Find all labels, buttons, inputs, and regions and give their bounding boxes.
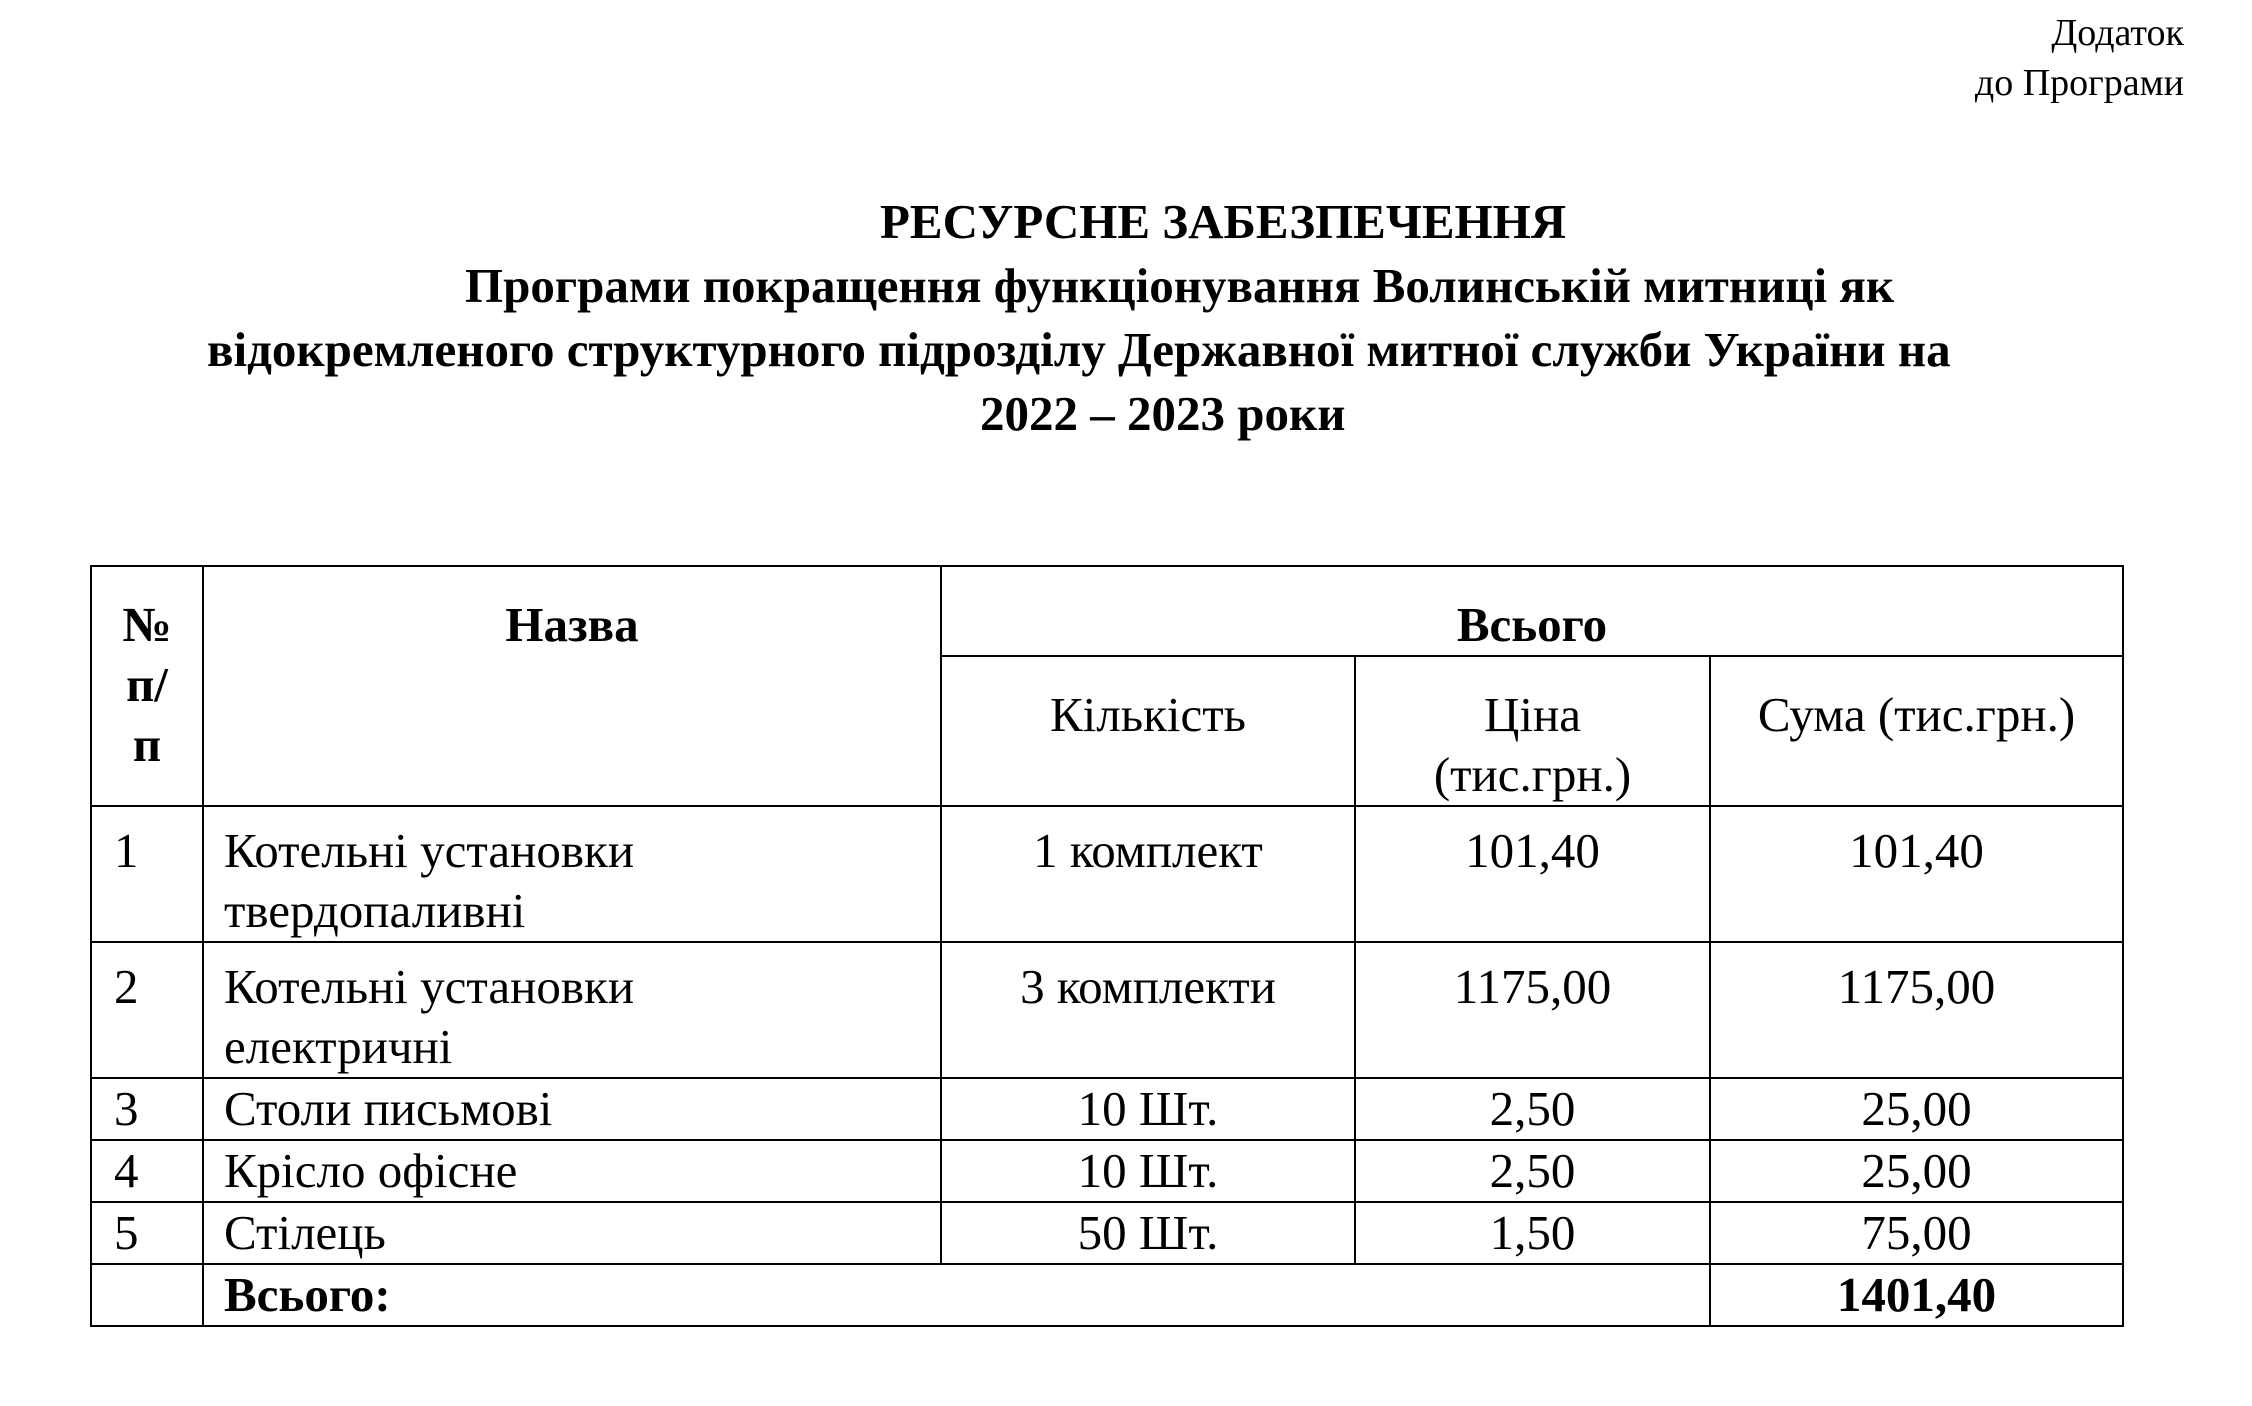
row-name: Котельні установки твердопаливні [203, 806, 941, 942]
row-qty: 10 Шт. [941, 1140, 1355, 1202]
row-num: 3 [91, 1078, 203, 1140]
row-price: 1,50 [1355, 1202, 1710, 1264]
resource-table [90, 565, 2124, 1327]
row-num: 1 [91, 806, 203, 942]
table-row [91, 1140, 2123, 1202]
header-sum: Сума (тис.грн.) [1710, 656, 2123, 806]
row-price: 1175,00 [1355, 942, 1710, 1078]
row-qty: 1 комплект [941, 806, 1355, 942]
total-label: Всього: [203, 1264, 1710, 1326]
header-name: Назва [203, 566, 941, 806]
table-total-row [91, 1264, 2123, 1326]
annex-line-2: до Програми [1974, 62, 2184, 104]
row-sum: 25,00 [1710, 1078, 2123, 1140]
row-qty: 50 Шт. [941, 1202, 1355, 1264]
row-name: Стілець [203, 1202, 941, 1264]
header-total: Всього [941, 566, 2123, 656]
header-qty: Кількість [941, 656, 1355, 806]
table-row [91, 806, 2123, 942]
total-sum: 1401,40 [1710, 1264, 2123, 1326]
row-price: 2,50 [1355, 1140, 1710, 1202]
row-name: Столи письмові [203, 1078, 941, 1140]
row-price: 101,40 [1355, 806, 1710, 942]
row-num: 2 [91, 942, 203, 1078]
row-sum: 101,40 [1710, 806, 2123, 942]
table-row [91, 1078, 2123, 1140]
heading-line-4: 2022 – 2023 роки [980, 386, 1346, 441]
row-num: 5 [91, 1202, 203, 1264]
row-sum: 1175,00 [1710, 942, 2123, 1078]
annex-line-1: Додаток [2051, 12, 2184, 54]
header-price: Ціна (тис.грн.) [1355, 656, 1710, 806]
row-name: Крісло офісне [203, 1140, 941, 1202]
row-sum: 25,00 [1710, 1140, 2123, 1202]
row-price: 2,50 [1355, 1078, 1710, 1140]
table-row [91, 942, 2123, 1078]
table-header-row [91, 566, 2123, 656]
total-num-empty [91, 1264, 203, 1326]
row-sum: 75,00 [1710, 1202, 2123, 1264]
row-num: 4 [91, 1140, 203, 1202]
table-row [91, 1202, 2123, 1264]
row-qty: 10 Шт. [941, 1078, 1355, 1140]
heading-title: РЕСУРСНЕ ЗАБЕЗПЕЧЕННЯ [880, 194, 1567, 249]
heading-line-2: Програми покращення функціонування Волинській митниці як [465, 258, 1895, 313]
row-qty: 3 комплекти [941, 942, 1355, 1078]
annex-note [1975, 8, 2184, 108]
header-num: № п/ п [91, 566, 203, 806]
row-name: Котельні установки електричні [203, 942, 941, 1078]
heading-line-3: відокремленого структурного підрозділу Державної митної служби України на [207, 322, 1951, 377]
